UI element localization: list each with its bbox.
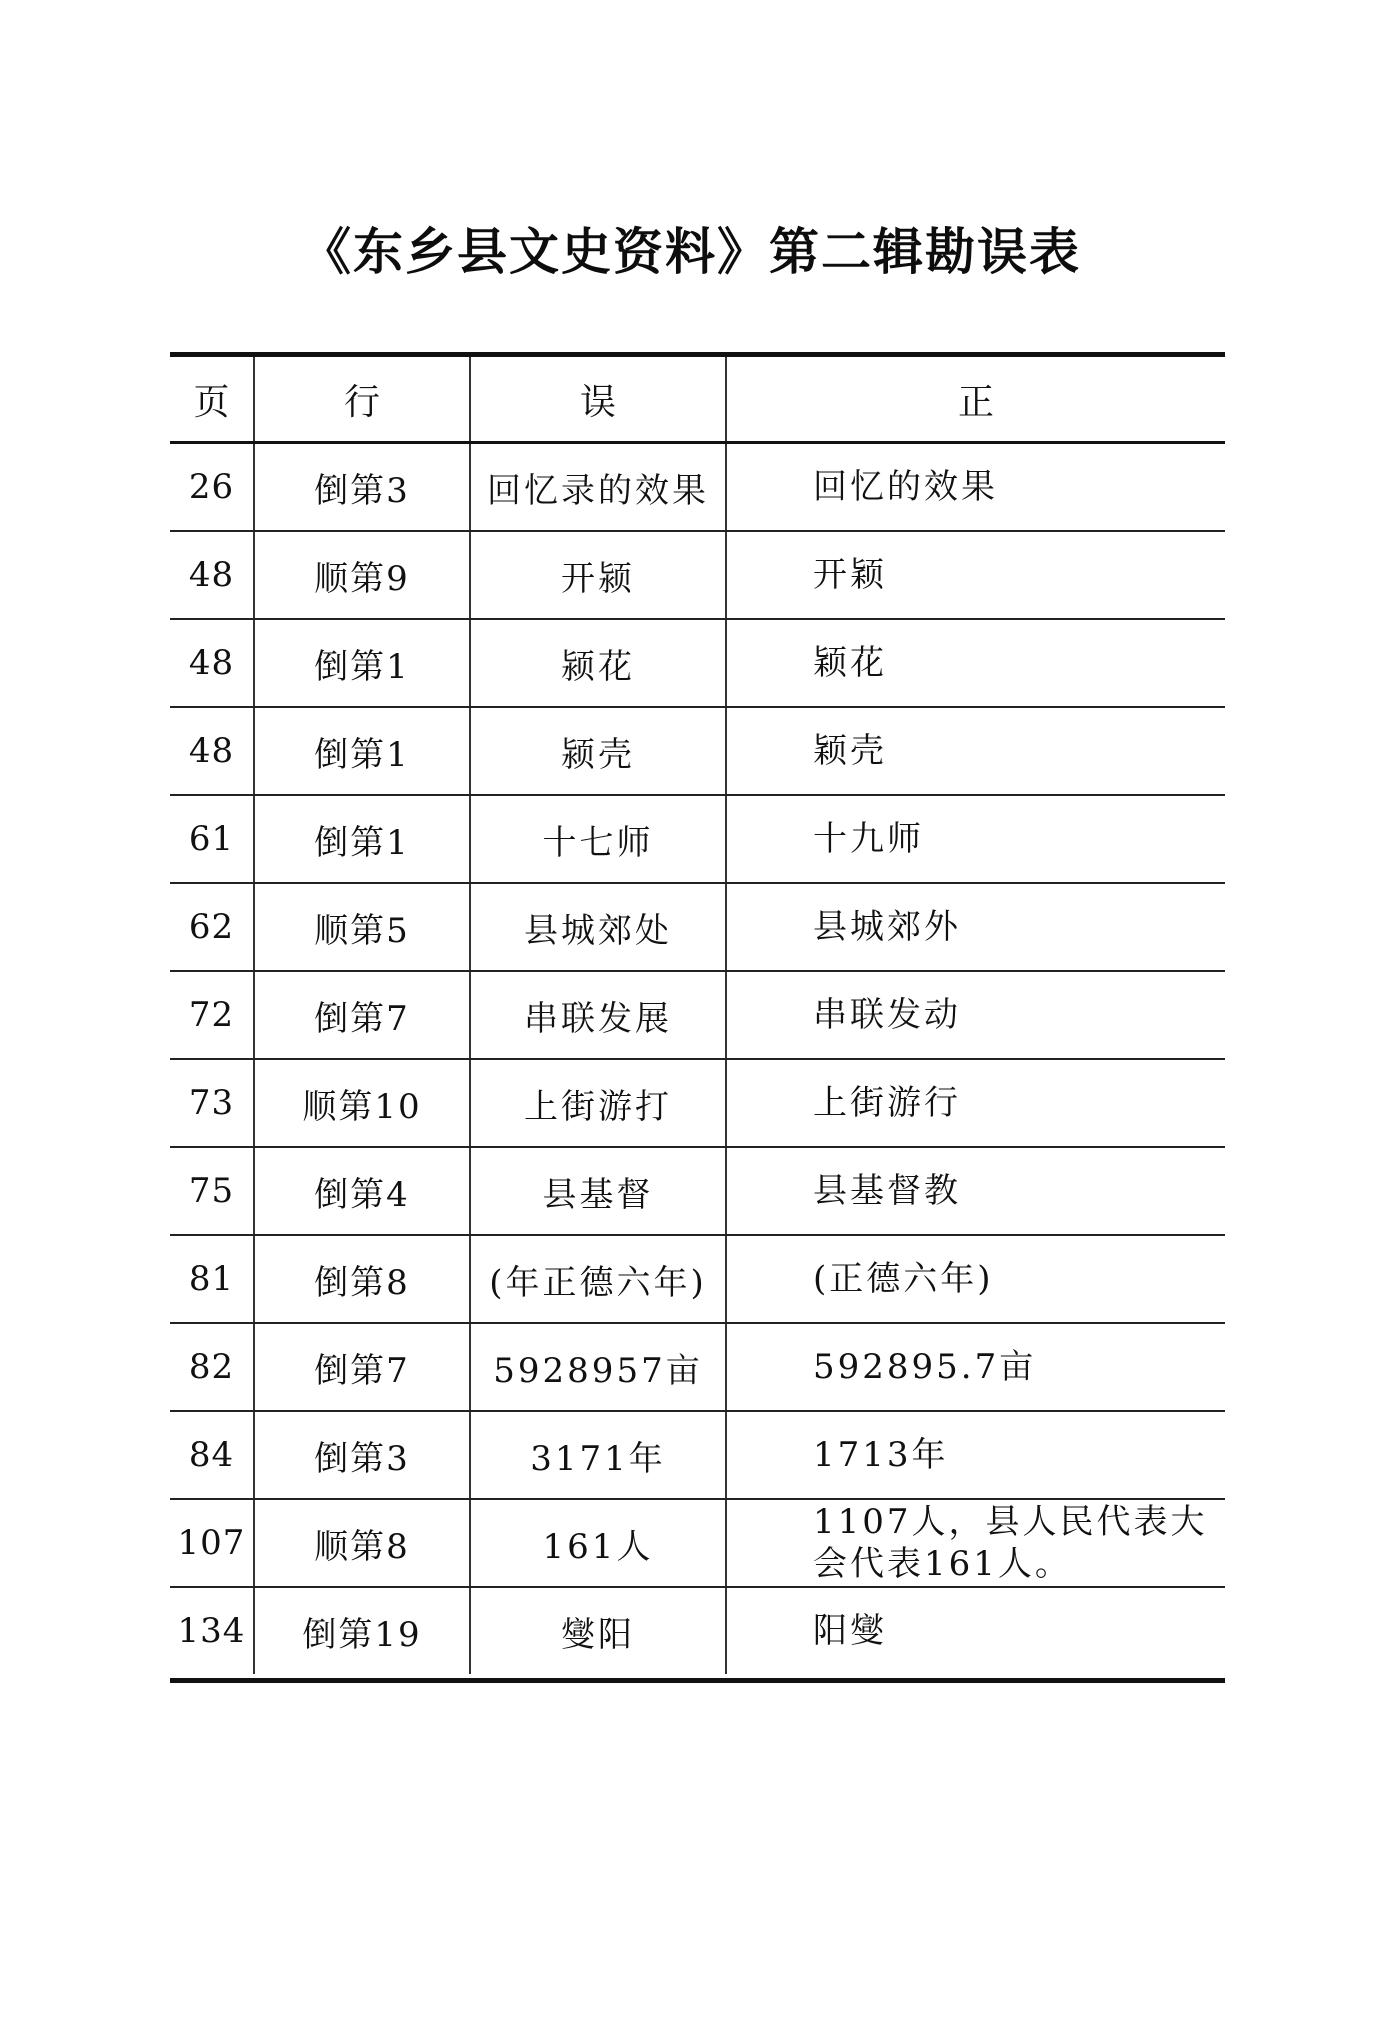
table-row (170, 883, 1225, 971)
cell-page: 84 (170, 1411, 254, 1499)
cell-wrong: 县城郊处 (470, 883, 726, 971)
cell-page: 48 (170, 707, 254, 795)
table-row (170, 1499, 1225, 1587)
cell-line: 倒第1 (254, 795, 470, 883)
header-line: 行 (254, 357, 470, 443)
cell-page: 73 (170, 1059, 254, 1147)
header-right: 正 (726, 357, 1225, 443)
cell-line: 倒第8 (254, 1235, 470, 1323)
table-row (170, 1059, 1225, 1147)
cell-line: 倒第1 (254, 619, 470, 707)
cell-page: 72 (170, 971, 254, 1059)
cell-page: 134 (177, 1611, 246, 1651)
cell-wrong: 县基督 (470, 1147, 726, 1235)
cell-page: 61 (170, 795, 254, 883)
header-wrong: 误 (470, 357, 726, 443)
table-header (170, 357, 1225, 443)
cell-wrong: 串联发展 (470, 971, 726, 1059)
cell-wrong: 十七师 (470, 795, 726, 883)
cell-page: 48 (170, 531, 254, 619)
cell-wrong: 回忆录的效果 (470, 443, 726, 532)
cell-page: 107 (170, 1499, 254, 1587)
cell-right: 开颖 (726, 531, 1225, 619)
cell-right: 1713年 (726, 1411, 1225, 1499)
cell-wrong: 5928957亩 (470, 1323, 726, 1411)
cell-line: 倒第1 (254, 707, 470, 795)
cell-page: 82 (170, 1323, 254, 1411)
cell-right: 串联发动 (726, 971, 1225, 1059)
table-row (170, 443, 1225, 532)
table-body (170, 443, 1225, 1675)
table-row (170, 971, 1225, 1059)
cell-right: 颖花 (726, 619, 1225, 707)
table-row (170, 531, 1225, 619)
table-row (170, 1587, 1225, 1674)
cell-line: 顺第8 (254, 1499, 470, 1587)
cell-right: 上街游行 (726, 1059, 1225, 1147)
cell-line: 顺第10 (254, 1059, 470, 1147)
table-row (170, 1147, 1225, 1235)
page-title: 《东乡县文史资料》第二辑勘误表 (301, 223, 1081, 281)
cell-wrong: 开颍 (470, 531, 726, 619)
cell-right: 十九师 (726, 795, 1225, 883)
cell-line: 倒第7 (254, 1323, 470, 1411)
cell-line: 倒第7 (254, 971, 470, 1059)
errata-table-container (170, 352, 1225, 1683)
cell-line: 倒第19 (254, 1587, 470, 1674)
cell-page: 75 (170, 1147, 254, 1235)
table-row (170, 619, 1225, 707)
cell-page: 62 (170, 883, 254, 971)
cell-wrong: 燮阳 (470, 1587, 726, 1674)
cell-wrong: 颍壳 (470, 707, 726, 795)
cell-right: 回忆的效果 (726, 443, 1225, 532)
cell-wrong: (年正德六年) (470, 1235, 726, 1323)
table-row (170, 1411, 1225, 1499)
cell-line: 倒第3 (254, 443, 470, 532)
cell-right: 颖壳 (726, 707, 1225, 795)
cell-wrong: 3171年 (470, 1411, 726, 1499)
cell-page: 48 (170, 619, 254, 707)
table-row (170, 1323, 1225, 1411)
cell-line: 倒第3 (254, 1411, 470, 1499)
cell-right: 县城郊外 (726, 883, 1225, 971)
cell-right: (正德六年) (726, 1235, 1225, 1323)
cell-page: 26 (170, 443, 254, 532)
cell-right: 592895.7亩 (726, 1323, 1225, 1411)
table-row (170, 1235, 1225, 1323)
cell-line: 顺第9 (254, 531, 470, 619)
cell-wrong: 颍花 (470, 619, 726, 707)
header-page: 页 (170, 357, 254, 443)
header-row (170, 357, 1225, 443)
table-row (170, 795, 1225, 883)
table-bottom-rule (170, 1678, 1225, 1683)
cell-wrong: 161人 (470, 1499, 726, 1587)
errata-table (170, 357, 1225, 1674)
cell-right: 阳燮 (726, 1587, 1225, 1674)
cell-line: 倒第4 (254, 1147, 470, 1235)
cell-page: 81 (170, 1235, 254, 1323)
cell-right: 县基督教 (726, 1147, 1225, 1235)
cell-line: 顺第5 (254, 883, 470, 971)
table-row (170, 707, 1225, 795)
cell-right: 1107人，县人民代表大会代表161人。 (726, 1499, 1225, 1587)
cell-wrong: 上街游打 (470, 1059, 726, 1147)
